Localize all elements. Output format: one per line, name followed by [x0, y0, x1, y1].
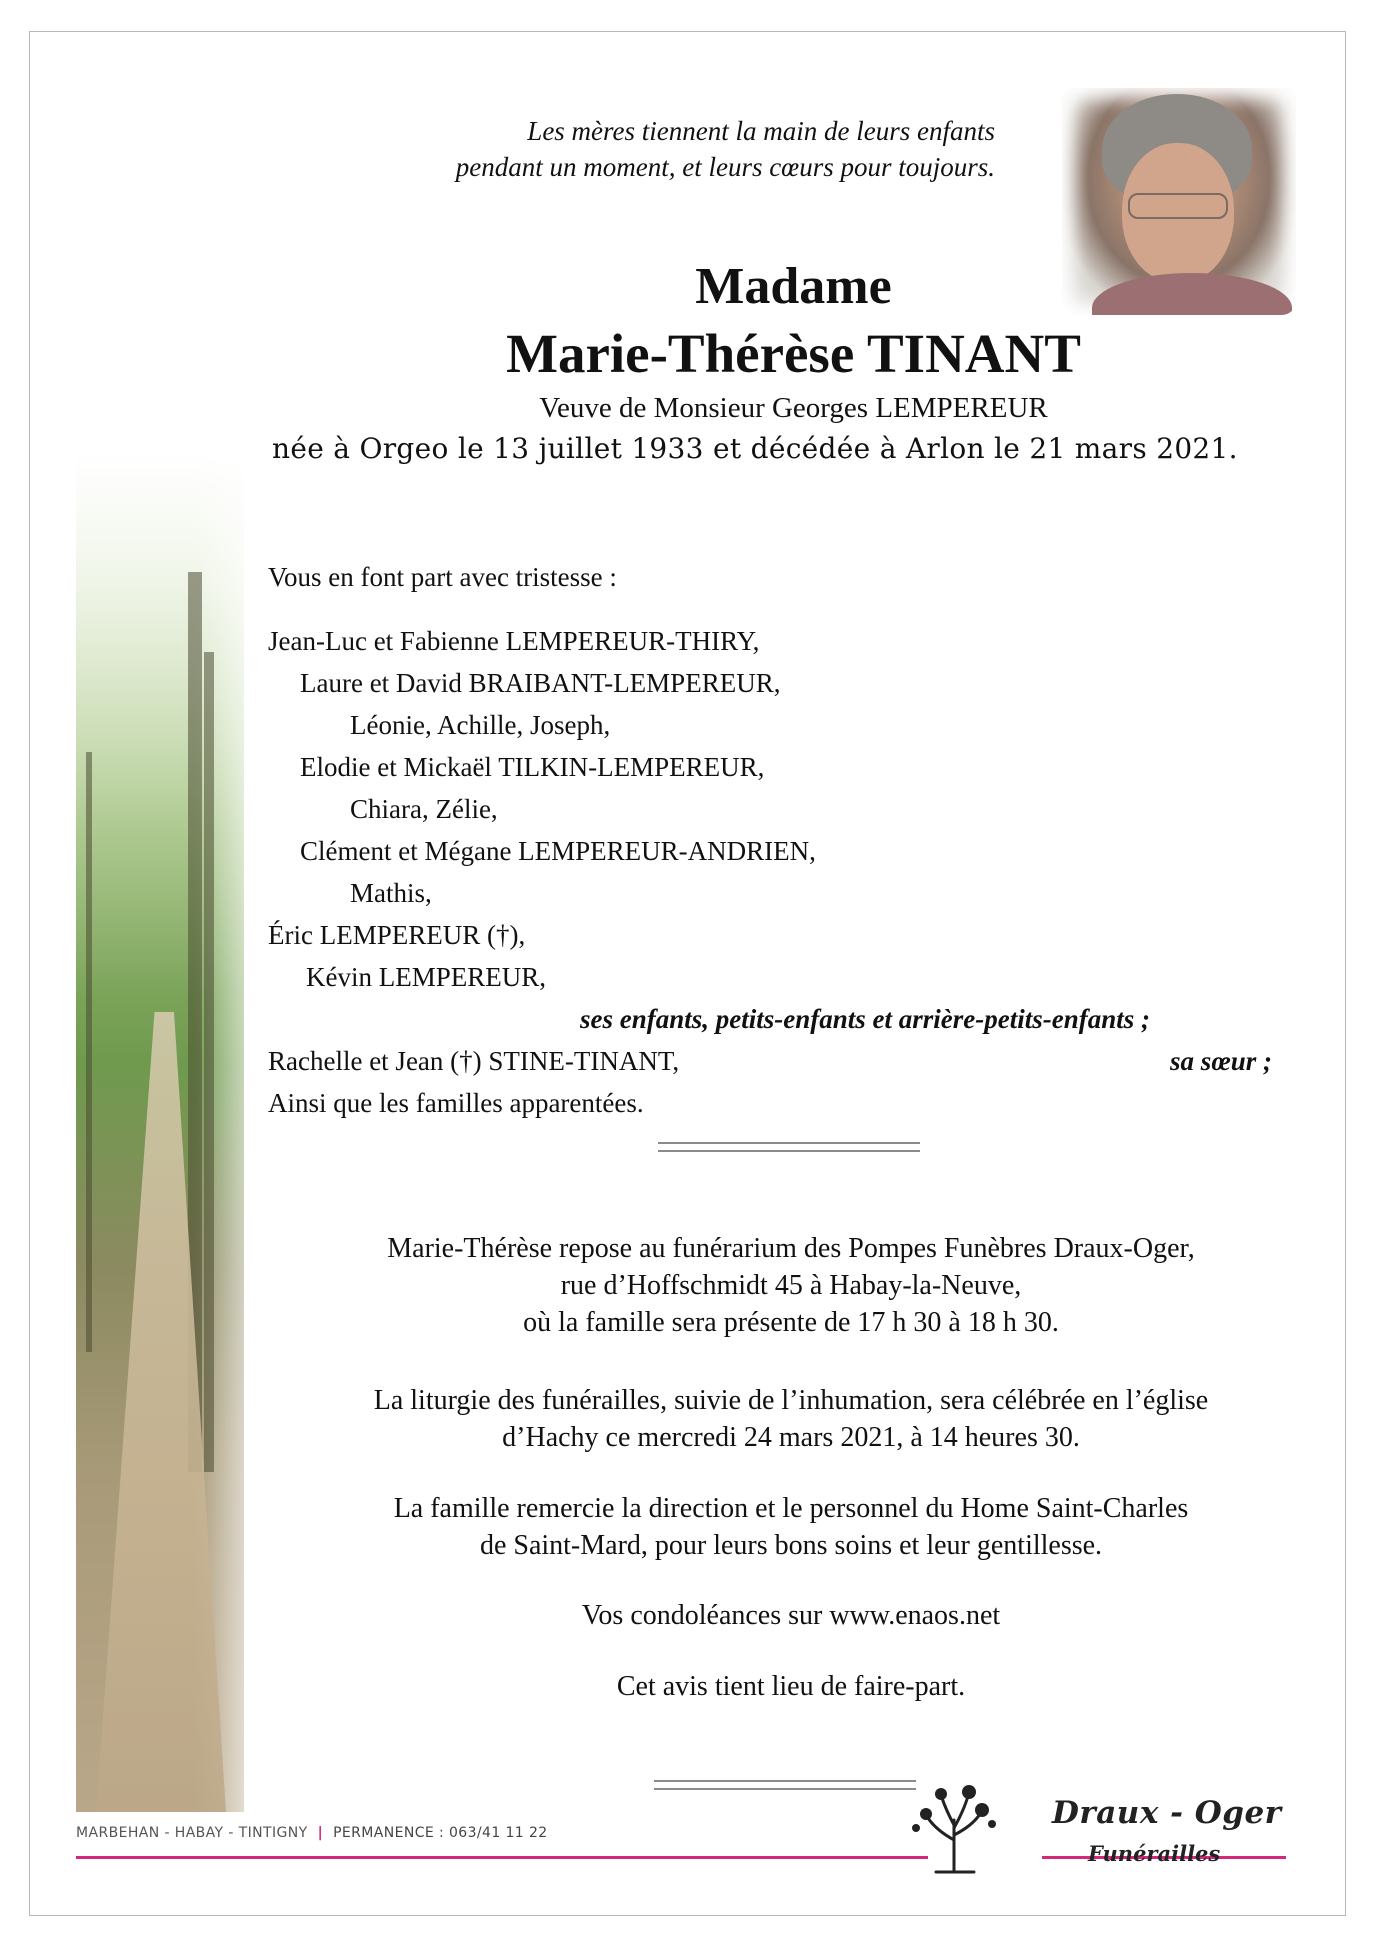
sister-line: Rachelle et Jean (†) STINE-TINANT, — [268, 1046, 680, 1076]
section-divider — [658, 1142, 920, 1152]
family-line: Mathis, — [350, 878, 432, 908]
info-line: où la famille sera présente de 17 h 30 à 18 h 30. — [523, 1307, 1059, 1338]
info-line: d’Hachy ce mercredi 24 mars 2021, à 14 heures 30. — [502, 1422, 1080, 1453]
notice-line: Cet avis tient lieu de faire-part. — [616, 1671, 966, 1702]
family-line: Elodie et Mickaël TILKIN-LEMPEREUR, — [300, 752, 765, 782]
footer-separator: | — [317, 1825, 324, 1841]
families-line: Ainsi que les familles apparentées. — [268, 1088, 644, 1118]
deceased-title: Madame — [695, 258, 892, 315]
family-line: Jean-Luc et Fabienne LEMPEREUR-THIRY, — [268, 626, 760, 656]
info-line: La famille remercie la direction et le personnel du Home Saint-Charles — [393, 1493, 1189, 1524]
liturgy-info — [268, 1382, 1314, 1456]
family-line: Léonie, Achille, Joseph, — [350, 710, 611, 740]
info-line: de Saint-Mard, pour leurs bons soins et leur gentillesse. — [479, 1530, 1103, 1561]
family-line: Chiara, Zélie, — [350, 794, 498, 824]
widow-of: Veuve de Monsieur Georges LEMPEREUR — [539, 392, 1048, 424]
footer-permanence: PERMANENCE : 063/41 11 22 — [333, 1825, 548, 1841]
condolences-info — [268, 1597, 1314, 1634]
family-line: Éric LEMPEREUR (†), — [268, 920, 526, 950]
family-announcement — [268, 556, 1278, 1124]
notice-info — [268, 1668, 1314, 1705]
info-line: rue d’Hoffschmidt 45 à Habay-la-Neuve, — [560, 1270, 1022, 1301]
family-line: Clément et Mégane LEMPEREUR-ANDRIEN, — [300, 836, 816, 866]
brand-subtitle: Funérailles — [1088, 1841, 1221, 1866]
footer-accent-line — [76, 1856, 928, 1859]
thanks-info — [268, 1490, 1314, 1564]
birth-death-dates: née à Orgeo le 13 juillet 1933 et décédée à Arlon le 21 mars 2021. — [272, 432, 1238, 465]
condolences-link[interactable]: Vos condoléances sur www.enaos.net — [581, 1600, 1001, 1631]
family-line: Kévin LEMPEREUR, — [306, 962, 546, 992]
deceased-name: Marie-Thérèse TINANT — [506, 323, 1081, 384]
quote-line: pendant un moment, et leurs cœurs pour toujours. — [455, 152, 995, 182]
section-divider — [654, 1780, 916, 1790]
quote-line: Les mères tiennent la main de leurs enfants — [527, 116, 995, 146]
footer-locations: MARBEHAN - HABAY - TINTIGNY — [76, 1825, 308, 1841]
repose-info — [268, 1230, 1314, 1341]
sister-relation: sa sœur ; — [1169, 1046, 1272, 1076]
announcement-intro: Vous en font part avec tristesse : — [268, 562, 617, 592]
forest-path-image — [76, 452, 244, 1812]
footer-contact — [76, 1825, 548, 1841]
tree-logo-icon — [906, 1780, 1006, 1876]
info-line: Marie-Thérèse repose au funérarium des Pompes Funèbres Draux-Oger, — [387, 1233, 1195, 1264]
info-line: La liturgie des funérailles, suivie de l’inhumation, sera célébrée en l’église — [373, 1385, 1209, 1416]
children-relation: ses enfants, petits-enfants et arrière-petits-enfants ; — [580, 1004, 1150, 1034]
brand-name: Draux - Oger — [1052, 1795, 1282, 1831]
family-line: Laure et David BRAIBANT-LEMPEREUR, — [300, 668, 781, 698]
memorial-quote — [456, 113, 995, 185]
